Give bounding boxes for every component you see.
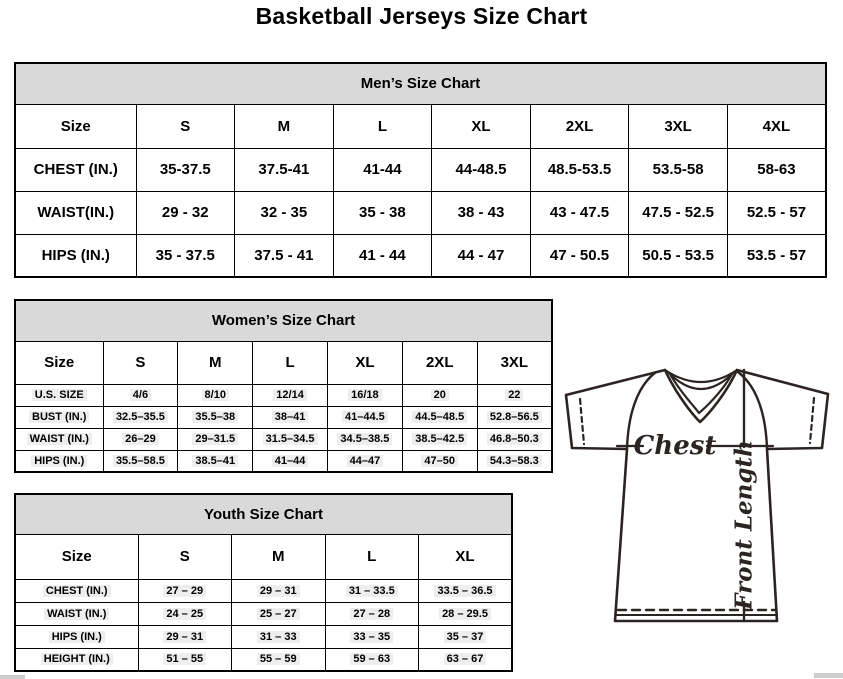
cell-value bbox=[419, 579, 513, 602]
row-label: WAIST(IN.) bbox=[15, 191, 136, 234]
column-header: 2XL bbox=[530, 104, 629, 148]
jersey-cuff-dash-left bbox=[580, 399, 584, 444]
table-row bbox=[15, 534, 512, 579]
cell-value: 43 - 47.5 bbox=[530, 191, 629, 234]
column-header: 2XL bbox=[402, 341, 477, 384]
cell-text: 29 – 31 bbox=[163, 631, 206, 643]
table-row bbox=[15, 384, 552, 406]
column-header: S bbox=[103, 341, 178, 384]
row-label bbox=[15, 450, 103, 472]
cell-text: 16/18 bbox=[348, 389, 382, 401]
row-label-text: WAIST (IN.) bbox=[27, 433, 92, 445]
cell-value bbox=[103, 406, 178, 428]
column-header: 3XL bbox=[477, 341, 552, 384]
cell-value bbox=[325, 625, 419, 648]
cell-value bbox=[419, 602, 513, 625]
cell-text: 28 – 29.5 bbox=[439, 608, 491, 620]
column-header: S bbox=[138, 534, 232, 579]
cell-value bbox=[253, 428, 328, 450]
cell-value bbox=[232, 625, 326, 648]
cell-value bbox=[103, 450, 178, 472]
cell-value bbox=[419, 648, 513, 671]
cell-text: 24 – 25 bbox=[163, 608, 206, 620]
front-length-label: Front Length bbox=[730, 440, 758, 610]
row-label bbox=[15, 648, 138, 671]
cell-value: 48.5-53.5 bbox=[530, 148, 629, 191]
table-row bbox=[15, 625, 512, 648]
cell-value bbox=[232, 602, 326, 625]
row-label: CHEST (IN.) bbox=[15, 148, 136, 191]
cell-text: 31 – 33.5 bbox=[346, 585, 398, 597]
cell-text: 55 – 59 bbox=[257, 653, 300, 665]
column-header: L bbox=[325, 534, 419, 579]
cell-text: 4/6 bbox=[130, 389, 151, 401]
table-row bbox=[15, 63, 826, 104]
cell-value: 47 - 50.5 bbox=[530, 234, 629, 277]
cell-value: 44-48.5 bbox=[432, 148, 531, 191]
column-header: XL bbox=[419, 534, 513, 579]
cell-value bbox=[138, 648, 232, 671]
column-header: Size bbox=[15, 534, 138, 579]
jersey-diagram bbox=[556, 362, 838, 624]
cell-value: 58-63 bbox=[727, 148, 826, 191]
cell-text: 26–29 bbox=[122, 433, 159, 445]
jersey-outline bbox=[566, 370, 828, 621]
table-row bbox=[15, 648, 512, 671]
table-row bbox=[15, 104, 826, 148]
cell-text: 51 – 55 bbox=[163, 653, 206, 665]
cell-text: 33.5 – 36.5 bbox=[434, 585, 495, 597]
cell-text: 59 – 63 bbox=[350, 653, 393, 665]
cell-value bbox=[477, 428, 552, 450]
cell-value: 38 - 43 bbox=[432, 191, 531, 234]
cell-value: 53.5 - 57 bbox=[727, 234, 826, 277]
cell-value bbox=[138, 579, 232, 602]
column-header: L bbox=[333, 104, 432, 148]
column-header: M bbox=[235, 104, 334, 148]
cell-value bbox=[178, 450, 253, 472]
row-label bbox=[15, 384, 103, 406]
cell-value: 35 - 37.5 bbox=[136, 234, 235, 277]
table-row bbox=[15, 602, 512, 625]
cell-value bbox=[477, 406, 552, 428]
cell-text: 47–50 bbox=[421, 455, 458, 467]
row-label: HIPS (IN.) bbox=[15, 234, 136, 277]
cell-value bbox=[327, 428, 402, 450]
cell-text: 34.5–38.5 bbox=[337, 433, 392, 445]
cell-value: 37.5-41 bbox=[235, 148, 334, 191]
column-header: M bbox=[178, 341, 253, 384]
column-header: L bbox=[253, 341, 328, 384]
mens-size-chart bbox=[14, 62, 827, 278]
womens-chart-title: Women’s Size Chart bbox=[15, 300, 552, 341]
cell-value bbox=[103, 384, 178, 406]
cell-value bbox=[327, 450, 402, 472]
cell-text: 44.5–48.5 bbox=[412, 411, 467, 423]
cell-value: 44 - 47 bbox=[432, 234, 531, 277]
column-header: XL bbox=[327, 341, 402, 384]
cell-value: 32 - 35 bbox=[235, 191, 334, 234]
horizontal-scrollbar-right[interactable] bbox=[814, 673, 843, 678]
cell-text: 52.8–56.5 bbox=[487, 411, 542, 423]
cell-text: 35.5–38 bbox=[192, 411, 238, 423]
cell-value bbox=[232, 579, 326, 602]
cell-value bbox=[178, 406, 253, 428]
cell-text: 35 – 37 bbox=[444, 631, 487, 643]
cell-text: 41–44 bbox=[272, 455, 309, 467]
cell-value bbox=[178, 428, 253, 450]
cell-text: 31 – 33 bbox=[257, 631, 300, 643]
cell-value: 50.5 - 53.5 bbox=[629, 234, 728, 277]
column-header: Size bbox=[15, 104, 136, 148]
cell-value bbox=[232, 648, 326, 671]
cell-text: 63 – 67 bbox=[444, 653, 487, 665]
cell-value bbox=[138, 602, 232, 625]
cell-text: 33 – 35 bbox=[350, 631, 393, 643]
cell-value bbox=[402, 406, 477, 428]
cell-text: 27 – 28 bbox=[350, 608, 393, 620]
column-header: 4XL bbox=[727, 104, 826, 148]
row-label-text: HEIGHT (IN.) bbox=[41, 653, 113, 665]
cell-text: 38.5–41 bbox=[192, 455, 238, 467]
cell-text: 54.3–58.3 bbox=[487, 455, 542, 467]
column-header: S bbox=[136, 104, 235, 148]
column-header: Size bbox=[15, 341, 103, 384]
table-row bbox=[15, 341, 552, 384]
row-label bbox=[15, 579, 138, 602]
cell-value bbox=[103, 428, 178, 450]
row-label-text: HIPS (IN.) bbox=[49, 631, 105, 643]
table-row bbox=[15, 234, 826, 277]
cell-text: 35.5–58.5 bbox=[113, 455, 168, 467]
womens-size-chart bbox=[14, 299, 553, 473]
cell-value bbox=[402, 384, 477, 406]
cell-text: 29 – 31 bbox=[257, 585, 300, 597]
row-label bbox=[15, 602, 138, 625]
cell-value bbox=[477, 450, 552, 472]
cell-value: 41-44 bbox=[333, 148, 432, 191]
table-row bbox=[15, 428, 552, 450]
row-label bbox=[15, 406, 103, 428]
row-label-text: BUST (IN.) bbox=[29, 411, 89, 423]
cell-value: 35-37.5 bbox=[136, 148, 235, 191]
cell-text: 29–31.5 bbox=[192, 433, 238, 445]
column-header: 3XL bbox=[629, 104, 728, 148]
table-row bbox=[15, 494, 512, 534]
cell-value: 53.5-58 bbox=[629, 148, 728, 191]
cell-text: 46.8–50.3 bbox=[487, 433, 542, 445]
youth-size-table bbox=[14, 493, 513, 672]
cell-value bbox=[327, 384, 402, 406]
cell-value: 47.5 - 52.5 bbox=[629, 191, 728, 234]
mens-chart-title: Men’s Size Chart bbox=[15, 63, 826, 104]
cell-value bbox=[402, 428, 477, 450]
cell-value bbox=[253, 450, 328, 472]
cell-value bbox=[477, 384, 552, 406]
page-title: Basketball Jerseys Size Chart bbox=[255, 3, 588, 29]
row-label-text: HIPS (IN.) bbox=[31, 455, 87, 467]
cell-value: 29 - 32 bbox=[136, 191, 235, 234]
cell-text: 44–47 bbox=[347, 455, 384, 467]
cell-value bbox=[327, 406, 402, 428]
cell-text: 27 – 29 bbox=[163, 585, 206, 597]
womens-size-table bbox=[14, 299, 553, 473]
cell-value bbox=[402, 450, 477, 472]
cell-value: 37.5 - 41 bbox=[235, 234, 334, 277]
horizontal-scrollbar-left[interactable] bbox=[0, 675, 25, 679]
row-label-text: CHEST (IN.) bbox=[43, 585, 111, 597]
cell-text: 38.5–42.5 bbox=[412, 433, 467, 445]
cell-value bbox=[253, 406, 328, 428]
table-row bbox=[15, 579, 512, 602]
row-label-text: U.S. SIZE bbox=[32, 389, 87, 401]
cell-value bbox=[178, 384, 253, 406]
cell-value bbox=[325, 602, 419, 625]
cell-value bbox=[419, 625, 513, 648]
cell-value bbox=[253, 384, 328, 406]
row-label-text: WAIST (IN.) bbox=[44, 608, 109, 620]
cell-value bbox=[138, 625, 232, 648]
cell-value bbox=[325, 648, 419, 671]
table-row bbox=[15, 406, 552, 428]
cell-text: 31.5–34.5 bbox=[263, 433, 318, 445]
column-header: M bbox=[232, 534, 326, 579]
jersey-cuff-dash-right bbox=[810, 398, 814, 443]
row-label bbox=[15, 428, 103, 450]
cell-text: 12/14 bbox=[273, 389, 307, 401]
youth-size-chart bbox=[14, 493, 513, 672]
cell-value: 41 - 44 bbox=[333, 234, 432, 277]
cell-value bbox=[325, 579, 419, 602]
cell-text: 8/10 bbox=[202, 389, 229, 401]
table-row bbox=[15, 300, 552, 341]
youth-chart-title: Youth Size Chart bbox=[15, 494, 512, 534]
cell-text: 22 bbox=[505, 389, 523, 401]
table-row bbox=[15, 450, 552, 472]
cell-text: 25 – 27 bbox=[257, 608, 300, 620]
table-row bbox=[15, 148, 826, 191]
cell-text: 20 bbox=[431, 389, 449, 401]
cell-text: 32.5–35.5 bbox=[113, 411, 168, 423]
column-header: XL bbox=[432, 104, 531, 148]
cell-text: 38–41 bbox=[272, 411, 309, 423]
mens-size-table bbox=[14, 62, 827, 278]
cell-value: 52.5 - 57 bbox=[727, 191, 826, 234]
chest-label: Chest bbox=[633, 431, 717, 461]
row-label bbox=[15, 625, 138, 648]
table-row bbox=[15, 191, 826, 234]
jersey-seam-right bbox=[738, 372, 767, 449]
cell-text: 41–44.5 bbox=[342, 411, 388, 423]
cell-value: 35 - 38 bbox=[333, 191, 432, 234]
